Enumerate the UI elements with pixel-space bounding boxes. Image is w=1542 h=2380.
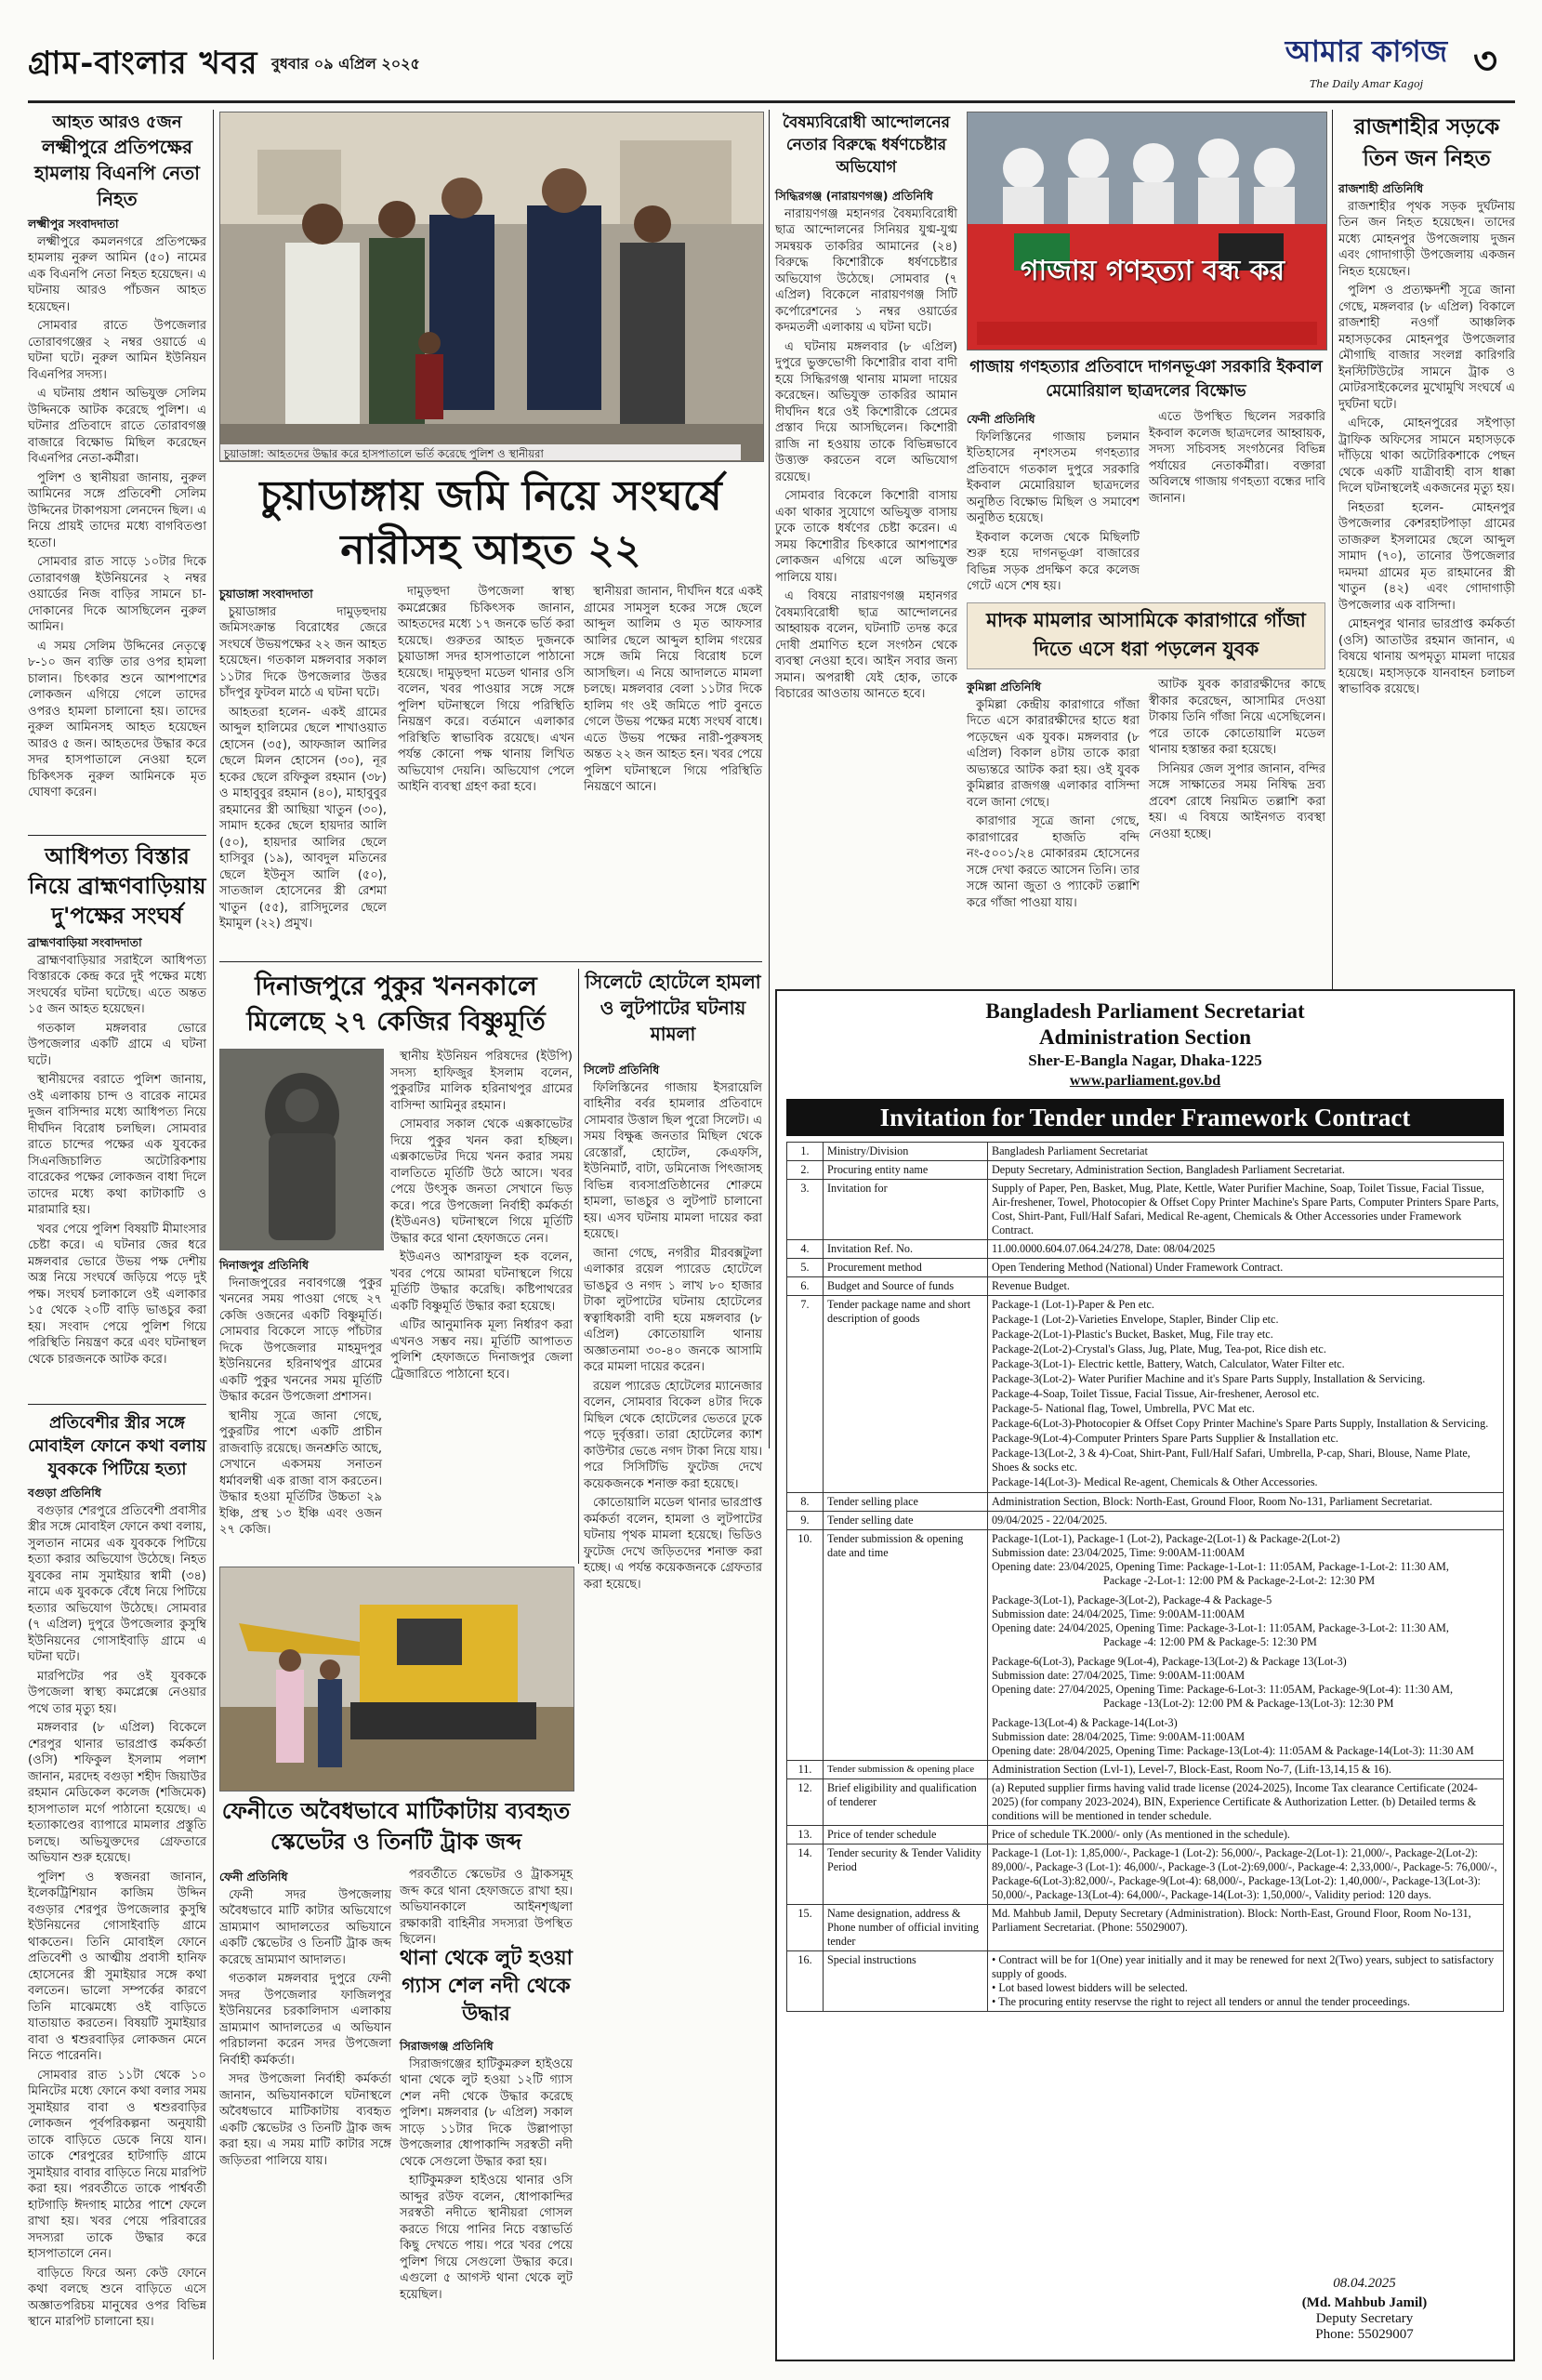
paragraph: নারায়ণগঞ্জ মহানগর বৈষম্যবিরোধী ছাত্র আন্দোলনের সিনিয়র যুগ্ম-যুগ্ম সমন্বয়ক তাকরির আমানের (২৪) বিরুদ্ধে কিশোরীকে ধর্ষণচেষ্টার অভিযোগ উঠেছে। সোমবার (৭ এপ্রিল) বিকেলে নারায়ণগঞ্জ সিটি কর্পোরেশনের ১ নম্বর ওয়ার্ডের কদমতলী এলাকায় এ ঘটনা ঘটে। — [775, 206, 957, 335]
package-item: Package-1 (Lot-1)-Paper & Pen etc. — [992, 1298, 1154, 1311]
instruction-item: • Lot based lowest bidders will be selected. — [992, 1981, 1188, 1994]
article-dinajpur-col1 — [219, 1255, 382, 1553]
schedule-group-3: Package-6(Lot-3), Package 9(Lot-4), Package-13(Lot-2) & Package 13(Lot-3) Submission date: 27/04/2025, Time: 9:00AM-11:00AM Opening date: 27/04/2025, Opening Time: Package-6-Lot-3: 11:05AM, Package-9(Lot-4): 11:30 AM, Package -13(Lot-2): 12:00 PM & Package-13(Lot-3): 12:30 PM — [992, 1655, 1454, 1710]
table-row-schedule: 10. Tender submission & opening date and time Package-1(Lot-1), Package-1 (Lot-2), Package-2(Lot-1) & Package-2(Lot-2) Submission date: 23/04/2025, Time: 9:00AM-11:00AM Opening date: 23/04/2025, Opening Time: Package-1-Lot-1: 11:05AM, Package-1-Lot-2: 11:30 AM, Package -2-Lot-1: 12:00 PM & Package-2-Lot-2: 12:30 PM Package-3(Lot-1), Package-3(Lot-2), Package-4 & Package-5 Submission date: 24/04/2025, Time: 9:00AM-11:00AM Opening date: 24/04/2025, Opening Time: Package-3-Lot-1: 11:05AM, Package-3-Lot-2: 11:30 AM, Package -4: 12:00 PM & Package-5: 12:30 PM Package-6(Lot-3), Package 9(Lot-4), Package-13(Lot-2) & Package 13(Lot-3) Submission date: 27/04/2025, Time: 9:00AM-11:00AM Opening date: 27/04/2025, Opening Time: Package-6-Lot-3: 11:05AM, Package-9(Lot-4): 11:30 AM, Package -13(Lot-2): 12:00 PM & Package-13(Lot-3): 12:30 PM Package-13(Lot-4) & Package-14(Lot-3) Submission date: 28/04/2025, Time: 9:00AM-11:00AM Opening date: 28/04/2025, Opening Time: Package-13(Lot-4): 11:05AM & Package-14(Lot-3): 11:30 AM — [787, 1530, 1504, 1761]
photo-vishnu-idol — [219, 1049, 384, 1250]
headline-gas-shell: থানা থেকে লুট হওয়া গ্যাস শেল নদী থেকে উদ্ধার — [400, 1947, 573, 2026]
paragraph: জানা গেছে, নগরীর মীরবক্সটুলা এলাকার রয়েল প্যারেড হোটেলে ভাঙচুর ও নগদ ১ লাখ ৮০ হাজার টাকা লুটপাটের ঘটনায় হোটেলের স্বত্বাধিকারী বাদী হয়ে মঙ্গলবার (৮ এপ্রিল) কোতোয়ালি থানায় অজ্ঞাতনামা ৩০-৪০ জনকে আসামি করে মামলা দায়ের করেন। — [584, 1246, 762, 1374]
signatory-title: Deputy Secretary — [1315, 2311, 1414, 2326]
tender-table — [786, 1142, 1504, 2012]
byline: সিলেট প্রতিনিধি — [584, 1063, 660, 1077]
byline: চুয়াডাঙ্গা সংবাদদাতা — [219, 587, 313, 601]
signature-date: 08.04.2025 — [1333, 2276, 1396, 2291]
headline: লক্ষ্মীপুরে প্রতিপক্ষের হামলায় বিএনপি নেতা নিহত — [34, 136, 200, 210]
article-sylhet — [584, 1060, 762, 2036]
article-chuadanga-col3 — [584, 584, 762, 956]
paragraph: লক্ষ্মীপুরে কমলনগরে প্রতিপক্ষের হামলায় নুরুল আমিন (৫০) নামের এক বিএনপি নেতা নিহত হয়েছেন। এ ঘটনায় আরও পাঁচজন আহত হয়েছেন। — [28, 234, 206, 314]
article-chuadanga-col2 — [398, 584, 574, 956]
byline: বগুড়া প্রতিনিধি — [28, 1486, 101, 1500]
paragraph: রাজশাহীর পৃথক সড়ক দুর্ঘটনায় তিন জন নিহত হয়েছেন। তাদের মধ্যে মোহনপুর উপজেলায় দুজন এবং গোদাগাড়ী উপজেলায় একজন নিহত হয়েছেন। — [1338, 199, 1515, 279]
paragraph: খবর পেয়ে পুলিশ বিষয়টি মীমাংসার চেষ্টা করে। এ ঘটনার জের ধরে মঙ্গলবার ভোরে উভয় পক্ষ দেশীয় অস্ত্র নিয়ে সংঘর্ষে জড়িয়ে পড়ে দুই পক্ষ। সংঘর্ষ চলাকালে ওই এলাকার ১৫ থেকে ২০টি বাড়ি ভাঙচুর করা হয়। সংবাদ পেয়ে পুলিশ গিয়ে পরিস্থিতি নিয়ন্ত্রণ করে এবং ঘটনাস্থল থেকে চারজনকে আটক করে। — [28, 1222, 206, 1367]
paragraph: এ সময় সেলিম উদ্দিনের নেতৃত্বে ৮-১০ জন ব্যক্তি তার ওপর হামলা চালান। চিৎকার শুনে আশপাশের লোকজন এগিয়ে গেলে তাদের ওপরও হামলা চালানো হয়। তাদের নুরুল আমিনসহ আহত হয়েছেন আরও ৫ জন। আহতদের উদ্ধার করে সদর হাসপাতালে নেওয়া হলে চিকিৎসক নুরুল আমিনকে মৃত ঘোষণা করেন। — [28, 639, 206, 800]
page-number: ৩ — [1473, 39, 1498, 83]
paragraph: চুয়াডাঙ্গার দামুড়হুদায় জমিসংক্রান্ত বিরোধের জেরে সংঘর্ষে উভয়পক্ষের ২২ জন আহত হয়েছেন। গতকাল মঙ্গলবার সকাল ১১টার দিকে উপজেলার উত্তর চাঁদপুর ফুটবল মাঠে এ ঘটনা ঘটে। — [219, 604, 387, 700]
signatory-phone: Phone: 55029007 — [1315, 2327, 1414, 2342]
table-row: 5. Procurement method Open Tendering Method (National) Under Framework Contract. — [787, 1259, 1504, 1277]
package-item: Package-2(Lot-2)-Crystal's Glass, Jug, Plate, Mug, Tea-pot, Rice dish etc. — [992, 1342, 1326, 1355]
paragraph: পুলিশ ও স্থানীয়রা জানায়, নুরুল আমিনের সঙ্গে প্রতিবেশী সেলিম উদ্দিনের টাকাপয়সা লেনদেন ছিল। এ নিয়ে প্রায়ই তাদের মধ্যে বাগবিতণ্ডা হতো। — [28, 470, 206, 550]
signature-block — [1253, 2276, 1476, 2343]
article-separator — [219, 961, 762, 962]
schedule-group-1: Package-1(Lot-1), Package-1 (Lot-2), Package-2(Lot-1) & Package-2(Lot-2) Submission date: 23/04/2025, Time: 9:00AM-11:00AM Opening date: 23/04/2025, Opening Time: Package-1-Lot-1: 11:05AM, Package-1-Lot-2: 11:30 AM, Package -2-Lot-1: 12:00 PM & Package-2-Lot-2: 12:30 PM — [992, 1532, 1449, 1587]
byline: কুমিল্লা প্রতিনিধি — [967, 680, 1042, 694]
article-brahmanbaria — [28, 841, 206, 1399]
article-dinajpur-col2 — [390, 1049, 573, 1553]
table-row: 13. Price of tender schedule Price of schedule TK.2000/- only (As mentioned in the schedule). — [787, 1826, 1504, 1844]
paragraph: সোমবার রাত সাড়ে ১০টার দিকে তোরাবগঞ্জ ইউনিয়নের ২ নম্বর ওয়ার্ডের নিজ বাড়ির সামনে চা-দোকানের দিকে আসছিলেন নুরুল আমিন। — [28, 555, 206, 634]
paragraph: বাড়িতে ফিরে অন্য কেউ ফোনে কথা বলছে শুনে বাড়িতে এসে অজ্ঞাতপরিচয় মানুষের ওপর বিভিন্ন স্থানে মারপিট চালানো হয়। — [28, 2266, 206, 2329]
paragraph: সোমবার রাতে উপজেলার তোরাবগঞ্জের ২ নম্বর ওয়ার্ডে এ ঘটনা ঘটে। নুরুল আমিন ইউনিয়ন বিএনপির সদস্য। — [28, 319, 206, 382]
tender-org-line2: Administration Section — [1038, 1025, 1252, 1049]
tender-title: Invitation for Tender under Framework Contract — [786, 1099, 1504, 1136]
tender-address: Sher-E-Bangla Nagar, Dhaka-1225 — [1028, 1051, 1262, 1069]
paragraph: এতে উপস্থিত ছিলেন সরকারি ইকবাল কলেজ ছাত্রদলের আহ্বায়ক, সদস্য সচিবসহ সংগঠনের বিভিন্ন পর্যায়ের নেতাকর্মীরা। বক্তারা অবিলম্বে গাজায় গণহত্যা বন্ধের দাবি জানান। — [1149, 410, 1325, 506]
photo-caption: চুয়াডাঙ্গা: আহতদের উদ্ধার করে হাসপাতালে ভর্তি করেছে পুলিশ ও স্থানীয়রা — [220, 444, 741, 460]
paragraph: বগুড়ার শেরপুরে প্রতিবেশী প্রবাসীর স্ত্রীর সঙ্গে মোবাইল ফোনে কথা বলায়, সুলতান নামের এক যুবককে পিটিয়ে হত্যা করার অভিযোগ উঠেছে। নিহত যুবকের নাম সুমাইয়ার স্বামী (৩৪) নামে এক যুবককে বেঁধে নিয়ে পিটিয়ে হত্যার অভিযোগ উঠেছে। সোমবার (৭ এপ্রিল) দুপুরে উপজেলার কুসুম্বি ইউনিয়নের গোসাইবাড়ি গ্রামে এ ঘটনা ঘটে। — [28, 1503, 206, 1664]
byline: সিদ্ধিরগঞ্জ (নারায়ণগঞ্জ) প্রতিনিধি — [775, 189, 933, 203]
package-item: Package-4-Soap, Toilet Tissue, Facial Tissue, Air-freshener, Aerosol etc. — [992, 1387, 1320, 1400]
paragraph: স্থানীয়রা জানান, দীর্ঘদিন ধরে একই গ্রামের সামসুল হকের সঙ্গে ছেলে আব্দুল আলিম ও মৃত আফসার আলির ছেলে আব্দুল হালিম গংয়ের সঙ্গে জমি নিয়ে বিরোধ চলে আসছিল। এ নিয়ে আদালতে মামলা চলছে। মঙ্গলবার বেলা ১১টার দিকে হালিম গং ওই জমিতে পাট বুনতে গেলে উভয় পক্ষের মধ্যে সংঘর্ষ বাধে। এতে উভয় পক্ষের নারী-পুরুষসহ অন্তত ২২ জন আহত হন। খবর পেয়ে পুলিশ ঘটনাস্থলে গিয়ে পরিস্থিতি নিয়ন্ত্রণে আনে। — [584, 585, 762, 794]
paragraph: রয়েল প্যারেড হোটেলের ম্যানেজার বলেন, সোমবার বিকেল ৪টার দিকে মিছিল থেকে হোটেলের ভেতরে ঢুকে পড়ে দুর্বৃত্তরা। তারা হোটেলের ক্যাশ কাউন্টার ভেঙে নগদ টাকা নিয়ে যায়। পরে সিসিটিভি ফুটেজ দেখে কয়েকজনকে শনাক্ত করা হয়েছে। — [584, 1379, 762, 1491]
schedule-group-2: Package-3(Lot-1), Package-3(Lot-2), Package-4 & Package-5 Submission date: 24/04/2025, Time: 9:00AM-11:00AM Opening date: 24/04/2025, Opening Time: Package-3-Lot-1: 11:05AM, Package-3-Lot-2: 11:30 AM, Package -4: 12:00 PM & Package-5: 12:30 PM — [992, 1593, 1449, 1648]
byline: ব্রাহ্মণবাড়িয়া সংবাদদাতা — [28, 935, 142, 949]
table-row: 9. Tender selling date 09/04/2025 - 22/04/2025. — [787, 1512, 1504, 1530]
headline-gaza-protest: গাজায় গণহত্যার প্রতিবাদে দাগনভূঞা সরকারি ইকবাল মেমোরিয়াল ছাত্রদলের বিক্ষোভ — [969, 358, 1323, 401]
byline: লক্ষ্মীপুর সংবাদদাতা — [28, 217, 119, 231]
paragraph: ফিলিস্তিনের গাজায় ইসরায়েলি বাহিনীর বর্বর হামলার প্রতিবাদে সোমবার উত্তাল ছিল পুরো সিলেট। এ সময় বিক্ষুব্ধ জনতার মিছিল থেকে রেস্তোরাঁ, হোটেল, কেএফসি, ইউনিমার্ট, বাটা, ডমিনোজ পিৎজাসহ বিভিন্ন ব্যবসাপ্রতিষ্ঠানের শোরুমে হামলা, ভাঙচুর ও লুটপাট চালানো হয়। এসব ঘটনায় মামলা দায়ের করা হয়েছে। — [584, 1080, 762, 1241]
headline-dinajpur: দিনাজপুরে পুকুর খননকালে মিলেছে ২৭ কেজির বিষ্ণুমূর্তি — [246, 971, 546, 1037]
photo-gaza-protest — [967, 112, 1327, 350]
byline: সিরাজগঞ্জ প্রতিনিধি — [400, 2039, 494, 2053]
paragraph: ফিলিস্তিনের গাজায় চলমান ইতিহাসের নৃশংসতম গণহত্যার প্রতিবাদে গতকাল দুপুরে সরকারি ইকবাল মেমোরিয়াল ছাত্রদলের অনুষ্ঠিত বিক্ষোভ মিছিল ও সমাবেশ অনুষ্ঠিত হয়েছে। — [967, 430, 1140, 525]
table-row: 6. Budget and Source of funds Revenue Budget. — [787, 1277, 1504, 1296]
paragraph: গতকাল মঙ্গলবার ভোরে উপজেলার একটি গ্রামে এ ঘটনা ঘটে। — [28, 1021, 206, 1068]
paragraph: সিনিয়র জেল সুপার জানান, বন্দির সঙ্গে সাক্ষাতের সময় নিষিদ্ধ দ্রব্য প্রবেশ রোধে নিয়মিত তল্লাশি করা হয়। এ বিষয়ে আইনগত ব্যবস্থা নেওয়া হচ্ছে। — [1149, 761, 1325, 841]
masthead — [28, 20, 1515, 95]
paragraph: সোমবার সকাল থেকে এক্সকাভেটর দিয়ে পুকুর খনন করা হচ্ছিল। এক্সকাভেটর দিয়ে খনন করার সময় বালতিতে মূর্তিটি উঠে আসে। খবর পেয়ে উৎসুক জনতা সেখানে ভিড় করে। পরে উপজেলা নির্বাহী কর্মকর্তা (ইউএনও) ঘটনাস্থলে গিয়ে মূর্তিটি উদ্ধার করে থানা হেফাজতে নেন। — [390, 1117, 573, 1246]
photo-illustration — [968, 112, 1326, 350]
article-chuadanga-col1 — [219, 584, 387, 956]
paragraph: এদিকে, মোহনপুরের সইপাড়া ট্রাফিক অফিসের সামনে মহাসড়কে দাঁড়িয়ে থাকা অটোরিকশাকে পেছন থেকে একটি যাত্রীবাহী বাস ধাক্কা দিলে ঘটনাস্থলেই একজনের মৃত্যু হয়। — [1338, 416, 1515, 496]
headline-sylhet: সিলেটে হোটেলে হামলা ও লুটপাটের ঘটনায় মামলা — [585, 971, 761, 1045]
section-title: গ্রাম-বাংলার খবর — [28, 45, 258, 82]
headline: প্রতিবেশীর স্ত্রীর সঙ্গে মোবাইল ফোনে কথা বলায় যুবককে পিটিয়ে হত্যা — [28, 1413, 206, 1479]
schedule-group-4: Package-13(Lot-4) & Package-14(Lot-3) Submission date: 28/04/2025, Time: 9:00AM-11:00AM Opening date: 28/04/2025, Opening Time: Package-13(Lot-4): 11:05AM & Package-14(Lot-3): 11:30 AM — [992, 1716, 1474, 1757]
article-rajshahi — [1338, 178, 1515, 983]
paragraph: মোহনপুর থানার ভারপ্রাপ্ত কর্মকর্তা (ওসি) আতাউর রহমান জানান, এ বিষয়ে থানায় অপমৃত্যু মামলা দায়ের হয়েছে। মহাসড়কে যানবাহন চলাচল স্বাভাবিক রয়েছে। — [1338, 617, 1515, 696]
paragraph: নিহতরা হলেন- মোহনপুর উপজেলার কেশরহাটপাড়া গ্রামের তাজরুল ইসলামের ছেলে আব্দুল সামাদ (৭০), তানোর উপজেলার দমদমা গ্রামের মৃত রাহমানের স্ত্রী খাতুন (৪২) এবং গোদাগাড়ী উপজেলার এক বাসিন্দা। — [1338, 500, 1515, 613]
issue-date: বুধবার ০৯ এপ্রিল ২০২৫ — [271, 55, 420, 73]
masthead-rule — [28, 100, 1515, 103]
package-item: Package-5- National flag, Towel, Umbrella, PVC Mat etc. — [992, 1402, 1255, 1415]
article-student-movement — [775, 186, 957, 981]
headline-student-movement: বৈষম্যবিরোধী আন্দোলনের নেতার বিরুদ্ধে ধর্ষণচেষ্টার অভিযোগ — [782, 113, 951, 177]
paragraph: ব্রাহ্মণবাড়িয়ার সরাইলে আধিপত্য বিস্তারকে কেন্দ্র করে দুই পক্ষের মধ্যে সংঘর্ষের ঘটনা ঘটেছে। এতে অন্তত ১৫ জন আহত হয়েছেন। — [28, 953, 206, 1016]
paragraph: আটক যুবক কারারক্ষীদের কাছে স্বীকার করেছেন, আসামির দেওয়া টাকায় তিনি গাঁজা নিয়ে এসেছিলেন। পরে তাকে কোতোয়ালি মডেল থানায় হস্তান্তর করা হয়েছে। — [1149, 678, 1325, 757]
headline-rajshahi: রাজশাহীর সড়কে তিন জন নিহত — [1353, 115, 1500, 171]
headline: আধিপত্য বিস্তার নিয়ে ব্রাহ্মণবাড়িয়ায় দু'পক্ষের সংঘর্ষ — [28, 843, 206, 929]
headline-feni-excavator: ফেনীতে অবৈধভাবে মাটিকাটায় ব্যবহৃত স্কেভেটর ও তিনটি ট্রাক জব্দ — [221, 1798, 571, 1855]
byline: রাজশাহী প্রতিনিধি — [1338, 181, 1424, 195]
paragraph: দিনাজপুরের নবাবগঞ্জে পুকুর খননের সময় পাওয়া গেছে ২৭ কেজি ওজনের একটি বিষ্ণুমূর্তি। সোমবার বিকেলে সাড়ে পাঁচটার দিকে উপজেলার মাহমুদপুর ইউনিয়নের হরিনাথপুর গ্রামের একটি পুকুর খননের সময় মূর্তিটি উদ্ধার করেন উপজেলা প্রশাসন। — [219, 1276, 382, 1404]
article-gaza-protest-col2 — [1149, 409, 1325, 595]
paragraph: কুমিল্লা কেন্দ্রীয় কারাগারে গাঁজা দিতে এসে কারারক্ষীদের হাতে ধরা পড়েছেন এক যুবক। মঙ্গলবার (৮ এপ্রিল) বিকাল ৪টায় তাকে কারা অভ্যন্তরে আটক করা হয়। ওই যুবক কুমিল্লার রাজগঞ্জ এলাকার বাসিন্দা বলে জানা গেছে। — [967, 697, 1140, 810]
byline: দিনাজপুর প্রতিনিধি — [219, 1258, 310, 1272]
table-row-packages: 7. Tender package name and short description of goods Package-1 (Lot-1)-Paper & Pen etc. Package-1 (Lot-2)-Varieties Envelope, Stapler, Binder Clip etc. Package-2(Lot-1)-Plastic's Bucket, Basket, Mug, File tray etc. Package-2(Lot-2)-Crystal's Glass, Jug, Plate, Mug, Tea-pot, Rice dish etc. Package-3(Lot-1)- Electric kettle, Battery, Watch, Calculator, Water Filter etc. Package-3(Lot-2)- Water Purifier Machine and it's Spare Parts Supply, Installation & Servicing. Package-4-Soap, Toilet Tissue, Facial Tissue, Air-freshener, Aerosol etc. Package-5- National flag, Towel, Umbrella, PVC Mat etc. Package-6(Lot-3)-Photocopier & Offset Copy Printer Machine's Spare Parts Supply, Installation & Servicing. Package-9(Lot-4)-Computer Printers Spare Parts Supplier & Installation etc. Package-13(Lot-2, 3 & 4)-Coat, Shirt-Pant, Full/Half Safari, Umbrella, P-cap, Shari, Blouse, Name Plate, Shoes & socks etc. Package-14(Lot-3)- Medical Re-agent, Chemicals & Other Accessories. — [787, 1296, 1504, 1493]
paper-logo-bn: আমার কাগজ — [1285, 33, 1448, 69]
paragraph: ফেনী সদর উপজেলায় অবৈধভাবে মাটি কাটার অভিযোগে ভ্রাম্যমাণ আদালতের অভিযানে একটি স্কেভেটর ও তিনটি ট্রাক জব্দ করেছে ভ্রাম্যমাণ আদালত। — [219, 1887, 391, 1967]
paragraph: পরবর্তীতে স্কেভেটর ও ট্রাকসমূহ জব্দ করে থানা হেফাজতে রাখা হয়। অভিযানকালে আইনশৃঙ্খলা রক্ষাকারী বাহিনীর সদস্যরা উপস্থিত ছিলেন। — [400, 1868, 573, 1947]
photo-excavator — [219, 1567, 574, 1792]
paragraph: ইউএনও আশরাফুল হক বলেন, খবর পেয়ে আমরা ঘটনাস্থলে গিয়ে মূর্তিটি উদ্ধার করেছি। কষ্টিপাথরের একটি বিষ্ণুমূর্তি উদ্ধার করা হয়েছে। — [390, 1250, 573, 1314]
paper-logo-en: The Daily Amar Kagoj — [1309, 78, 1424, 90]
package-item: Package-3(Lot-1)- Electric kettle, Battery, Watch, Calculator, Water Filter etc. — [992, 1357, 1345, 1370]
paragraph: সোমবার রাত ১১টা থেকে ১০ মিনিটের মধ্যে ফোনে কথা বলার সময় সুমাইয়ার বাবা ও শ্বশুরবাড়ির লোকজন পূর্বপরিকল্পনা অনুযায়ী তাকে বাড়িতে ডেকে নিয়ে যান। তাকে শেরপুরের হাটগাড়ি গ্রামে সুমাইয়ার বাবার বাড়িতে নিয়ে মারপিট করা হয়। পরবর্তীতে তাকে পার্শ্ববর্তী হাটগাড়ি ঈদগাহ মাঠের পাশে ফেলে রাখা হয়। খবর পেয়ে পরিবারের সদস্যরা তাকে উদ্ধার করে হাসপাতালে নেন। — [28, 2068, 206, 2261]
byline: ফেনী প্রতিনিধি — [967, 412, 1035, 426]
paragraph: কারাগার সূত্রে জানা গেছে, কারাগারের হাজতি বন্দি নং-৫০০১/২৪ মোকাররম হোসেনের সঙ্গে দেখা করতে আসেন তিনি। তার সঙ্গে আনা জুতা ও প্যাকেট তল্লাশি করে গাঁজা পাওয়া যায়। — [967, 814, 1140, 910]
paragraph: সোমবার বিকেলে কিশোরী বাসায় একা থাকার সুযোগে অভিযুক্ত বাসায় ঢুকে তাকে ধর্ষণের চেষ্টা করেন। এ সময় কিশোরীর চিৎকারে আশপাশের লোকজন এগিয়ে এলে অভিযুক্ত পালিয়ে যায়। — [775, 489, 957, 585]
column-divider — [213, 110, 214, 2360]
article-feni-excavator-col1 — [219, 1867, 391, 2360]
instruction-item: • The procuring entity reservse the right to reject all tenders or annul the tender proceedings. — [992, 1995, 1411, 2008]
paragraph: মঙ্গলবার (৮ এপ্রিল) বিকেলে শেরপুর থানার ভারপ্রাপ্ত কর্মকর্তা (ওসি) শফিকুল ইসলাম পলাশ জানান, মরদেহ বগুড়া শহীদ জিয়াউর রহমান মেডিকেল কলেজ (শজিমেক) হাসপাতাল মর্গে পাঠানো হয়েছে। এ হত্যাকাণ্ডের ব্যাপারে মামলার প্রস্তুতি চলছে। অভিযুক্তদের গ্রেফতারে অভিযান শুরু হয়েছে। — [28, 1721, 206, 1865]
article-separator — [28, 835, 206, 836]
table-row: 11. Tender submission & opening place Administration Section (Lvl-1), Level-7, Block-East, Room No-7, (Lift-13,14,15 & 16). — [787, 1761, 1504, 1779]
package-item: Package-13(Lot-2, 3 & 4)-Coat, Shirt-Pant, Full/Half Safari, Umbrella, P-cap, Shari, Blouse, Name Plate, Shoes & socks etc. — [992, 1447, 1470, 1474]
article-cumilla-col2 — [1149, 677, 1325, 984]
paragraph: সিরাজগঞ্জের হাটিকুমরুল হাইওয়ে থানা থেকে লুট হওয়া ১২টি গ্যাস শেল নদী থেকে উদ্ধার করেছে পুলিশ। মঙ্গলবার (৮ এপ্রিল) সকাল সাড়ে ১১টার দিকে উল্লাপাড়া উপজেলার ধোপাকান্দি সরস্বতী নদী থেকে সেগুলো উদ্ধার করা হয়। — [400, 2056, 573, 2169]
table-row: 12. Brief eligibility and qualification of tenderer (a) Reputed supplier firms having valid trade license (2024-2025), Income Tax clearance Certificate (2024-2025) (for company 2023-2024), BIN, Experience Certificate & Authorization Letter. (b) Detailed terms & conditions will be mentioned in tender schedule. — [787, 1779, 1504, 1826]
table-row: 2. Procuring entity name Deputy Secretary, Administration Section, Bangladesh Parliament Secretariat. — [787, 1161, 1504, 1180]
paragraph: গতকাল মঙ্গলবার দুপুরে ফেনী সদর উপজেলার ফাজিলপুর ইউনিয়নের চরকালিদাস এলাকায় ভ্রাম্যমাণ আদালতের এ অভিযান পরিচালনা করেন সদর উপজেলা নির্বাহী কর্মকর্তা। — [219, 1972, 391, 2068]
paragraph: স্থানীয় ইউনিয়ন পরিষদের (ইউপি) সদস্য হাফিজুর ইসলাম বলেন, পুকুরটির মালিক হরিনাথপুর গ্রামের বাসিন্দা আমিনুর রহমান। — [390, 1050, 573, 1113]
photo-illustration — [220, 1567, 573, 1791]
table-row: 14. Tender security & Tender Validity Period Package-1 (Lot-1): 1,85,000/-, Package-1 (Lot-2): 56,000/-, Package-2(Lot-1): 21,000/-, Package-2(Lot-2): 89,000/-, Package-3 (Lot-1): 46,000/-, Package-3 (Lot-2):69,000/-, Package-4: 2,33,000/-, Package-5: 76,000/-, Package-6(Lot-3):82,000/-, Package-9(Lot-4): 68,000/-, Package-13(Lot-2): 1,40,000/-, Package-13(Lot-3): 50,000/-, Package-13(Lot-4): 64,000/-, Package-14(Lot-3): 1,50,000/-, Validity period: 120 days. — [787, 1844, 1504, 1905]
paragraph: ইকবাল কলেজ থেকে মিছিলটি শুরু হয়ে দাগনভূঞা বাজারের বিভিন্ন সড়ক প্রদক্ষিণ করে কলেজ গেটে এসে শেষ হয়। — [967, 530, 1140, 593]
package-item: Package-3(Lot-2)- Water Purifier Machine and it's Spare Parts Supply, Installation & Servicing. — [992, 1372, 1426, 1385]
article-cumilla-col1 — [967, 677, 1140, 984]
paragraph: এ ঘটনায় প্রধান অভিযুক্ত সেলিম উদ্দিনকে আটক করেছে পুলিশ। এ ঘটনার প্রতিবাদে রাতে তোরাবগঞ্জ বাজারে বিক্ষোভ মিছিল করেছেন বিএনপির নেতা-কর্মীরা। — [28, 387, 206, 466]
table-row: 8. Tender selling place Administration Section, Block: North-East, Ground Floor, Room No-131, Parliament Secretariat. — [787, 1493, 1504, 1512]
photo-illustration — [220, 112, 763, 461]
table-row: 4. Invitation Ref. No. 11.00.0000.604.07.064.24/278, Date: 08/04/2025 — [787, 1240, 1504, 1259]
article-bogura — [28, 1411, 206, 2360]
tender-notice — [775, 989, 1515, 2361]
headline-chuadanga: চুয়াডাঙ্গায় জমি নিয়ে সংঘর্ষে নারীসহ আহত ২২ — [259, 472, 722, 574]
paragraph: আহতরা হলেন- একই গ্রামের আব্দুল হালিমের ছেলে শাখাওয়াত হোসেন (৩৫), আফজাল আলির ছেলে মিলন হোসেন (৩০), নূর হকের ছেলে রফিকুল রহমান (৩৮) ও মাহাবুবুর রহমান (৪০), মাহাবুবুর রহমানের স্ত্রী আছিয়া খাতুন (৩০), সামাদ হকের ছেলে হায়দার আলি (৫০), হায়দার আলির ছেলে হাসিবুর (১৯), আবদুল মতিনের ছেলে ইউনুস আলি (৫০), সাতজাল হোসেনের স্ত্রী রেশমা খাতুন (৫৫), রাসিদুলের ছেলে ইমামুল (২২) প্রমুখ। — [219, 705, 387, 931]
paragraph: সদর উপজেলা নির্বাহী কর্মকর্তা জানান, অভিযানকালে ঘটনাস্থলে অবৈধভাবে মাটিকাটায় ব্যবহৃত একটি স্কেভেটর ও তিনটি ট্রাক জব্দ করা হয়। এ সময় মাটি কাটার সঙ্গে জড়িতরা পালিয়ে যায়। — [219, 2072, 391, 2168]
table-row: 1. Ministry/Division Bangladesh Parliament Secretariat — [787, 1143, 1504, 1161]
signatory-name: (Md. Mahbub Jamil) — [1301, 2295, 1428, 2310]
paragraph: হাটিকুমরুল হাইওয়ে থানার ওসি আব্দুর রউফ বলেন, ধোপাকান্দির সরস্বতী নদীতে স্থানীয়রা গোসল করতে গিয়ে পানির নিচে বস্তাভর্তি কিছু দেখতে পায়। পরে খবর পেয়ে পুলিশ গিয়ে সেগুলো উদ্ধার করে। এগুলো ৫ আগস্ট থানা থেকে লুট হয়েছিল। — [400, 2174, 573, 2302]
paragraph: পুলিশ ও প্রত্যক্ষদর্শী সূত্রে জানা গেছে, মঙ্গলবার (৮ এপ্রিল) বিকালে রাজশাহী নওগাঁ আঞ্চলিক মহাসড়কের মোহনপুর উপজেলার মৌগাছি বাজার সংলগ্ন কারিগরি ইনস্টিটিউটের সামনে ট্রাক ও মোটরসাইকেলের মুখোমুখি সংঘর্ষে এ দুর্ঘটনা ঘটে। — [1338, 284, 1515, 412]
photo-chuadanga-police — [219, 112, 764, 462]
article-separator — [28, 1404, 206, 1405]
package-item: Package-9(Lot-4)-Computer Printers Spare Parts Supplier & Installation etc. — [992, 1432, 1338, 1445]
paragraph: পুলিশ ও স্বজনরা জানান, ইলেকট্রিশিয়ান কাজিম উদ্দিন বগুড়ার শেরপুর উপজেলার কুসুম্বি ইউনিয়নের গোসাইবাড়ি গ্রামে থাকতেন। তিনি মোবাইল ফোনে প্রতিবেশী ও আত্মীয় প্রবাসী হানিফ হোসেনের স্ত্রী সুমাইয়ার সঙ্গে কথা বলতেন। ভালো সম্পর্কের কারণে তিনি মাঝেমধ্যে ওই বাড়িতে যাতায়াত করতেন। বিষয়টি সুমাইয়ার বাবা ও শ্বশুরবাড়ির লোকজন মেনে নিতে পারেননি। — [28, 1870, 206, 2063]
paragraph: এ বিষয়ে নারায়ণগঞ্জ মহানগর বৈষম্যবিরোধী ছাত্র আন্দোলনের আহ্বায়ক বলেন, ঘটনাটি তদন্ত করে দোষী প্রমাণিত হলে সংগঠন থেকে ব্যবস্থা নেওয়া হবে। আইন সবার জন্য সমান। অপরাধী যেই হোক, তাকে বিচারের আওতায় আনতে হবে। — [775, 589, 957, 701]
paper-logo — [1264, 28, 1469, 90]
paragraph: মারপিটের পর ওই যুবককে উপজেলা স্বাস্থ্য কমপ্লেক্সে নেওয়ার পথে তার মৃত্যু হয়। — [28, 1669, 206, 1716]
package-item: Package-14(Lot-3)- Medical Re-agent, Chemicals & Other Accessories. — [992, 1475, 1318, 1488]
package-item: Package-6(Lot-3)-Photocopier & Offset Copy Printer Machine's Spare Parts Supply, Installation & Servicing. — [992, 1417, 1489, 1430]
byline: ফেনী প্রতিনিধি — [219, 1870, 288, 1884]
table-row: 3. Invitation for Supply of Paper, Pen, Basket, Mug, Plate, Kettle, Water Purifier Machine, Soap, Toilet Tissue, Facial Tissue, Air-freshener, Towel, Photocopier & Offset Copy Printer Machine's Spare Parts, Computer Printers Spare Parts, Cost, Shirt-Pant, Full/Half Safari, Medical Re-agent, Chemicals & Other Accessories under Framework Contract. — [787, 1180, 1504, 1240]
paragraph: এ ঘটনায় মঙ্গলবার (৮ এপ্রিল) দুপুরে ভুক্তভোগী কিশোরীর বাবা বাদী হয়ে সিদ্ধিরগঞ্জ থানায় মামলা দায়ের করেছেন। অভিযুক্ত তাকরির আমান দীর্ঘদিন ধরে ওই কিশোরীকে প্রেমের প্রস্তাব দিয়ে আসছিলেন। কিশোরী রাজি না হওয়ায় তাকে বিভিন্নভাবে উত্ত্যক্ত করতেন বলে অভিযোগ রয়েছে। — [775, 339, 957, 484]
tender-org-line1: Bangladesh Parliament Secretariat — [985, 999, 1305, 1023]
table-row: 15. Name designation, address & Phone number of official inviting tender Md. Mahbub Jamil, Deputy Secretary (Administration). Block: North-East, Ground Floor, Room No-131, Parliament Secretariat. (Phone: 55029007). — [787, 1905, 1504, 1951]
package-item: Package-1 (Lot-2)-Varieties Envelope, Stapler, Binder Clip etc. — [992, 1313, 1279, 1326]
article-gaza-protest-col1 — [967, 409, 1140, 595]
protest-banner-text: গাজায় গণহত্যা বন্ধ কর — [1020, 255, 1285, 287]
column-divider — [769, 110, 770, 1448]
table-row-instructions: 16. Special instructions • Contract will be for 1(One) year initially and it may be renewed for next 2(Two) years, subject to satisfactory supply of goods. • Lot based lowest bidders will be selected. • The procuring entity reservse the right to reject all tenders or annul the tender proceedings. — [787, 1951, 1504, 2012]
paragraph: স্থানীয়দের বরাতে পুলিশ জানায়, ওই এলাকায় চান্দ ও বারেক নামের দুজন বাসিন্দার মধ্যে আধিপত্য নিয়ে দীর্ঘদিন বিরোধ চলছিল। সোমবার রাতে চান্দের পক্ষের এক যুবকের সিএনজিচালিত অটোরিকশায় বারেকের পক্ষের লোকজন বাধা দিলে তাদের মধ্যে কথা কাটাকাটি ও মারামারি হয়। — [28, 1073, 206, 1217]
article-feni-excavator-col2 — [400, 1867, 573, 1947]
paragraph: দামুড়হুদা উপজেলা স্বাস্থ্য কমপ্লেক্সের চিকিৎসক জানান, আহতদের মধ্যে ১৭ জনকে ভর্তি করা হয়েছে। গুরুতর আহত দুজনকে চুয়াডাঙ্গা সদর হাসপাতালে পাঠানো হয়েছে। দামুড়হুদা মডেল থানার ওসি বলেন, খবর পাওয়ার সঙ্গে সঙ্গে পুলিশ ঘটনাস্থলে গিয়ে পরিস্থিতি নিয়ন্ত্রণ করে। বর্তমানে এলাকার পরিস্থিতি স্বাভাবিক রয়েছে। এখন পর্যন্ত কোনো পক্ষ থানায় লিখিত অভিযোগ দেয়নি। অভিযোগ পেলে আইনি ব্যবস্থা গ্রহণ করা হবে। — [398, 585, 574, 794]
package-item: Package-2(Lot-1)-Plastic's Bucket, Basket, Mug, File tray etc. — [992, 1328, 1273, 1341]
tender-website-link[interactable]: www.parliament.gov.bd — [1069, 1073, 1221, 1089]
article-gas-shell — [400, 2036, 573, 2360]
paragraph: স্থানীয় সূত্রে জানা গেছে, পুকুরটির পাশে একটি প্রাচীন রাজবাড়ি রয়েছে। জনশ্রুতি আছে, সেখানে একসময় সনাতন ধর্মাবলম্বী এক রাজা বাস করতেন। উদ্ধার হওয়া মূর্তিটির উচ্চতা ২৯ ইঞ্চি, প্রস্থ ১৩ ইঞ্চি এবং ওজন ২৭ কেজি। — [219, 1408, 382, 1537]
instruction-item: • Contract will be for 1(One) year initially and it may be renewed for next 2(Two) years, subject to satisfactory supply of goods. — [992, 1953, 1495, 1980]
paragraph: এটির আনুমানিক মূল্য নির্ধারণ করা এখনও সম্ভব নয়। মূর্তিটি আপাতত পুলিশি হেফাজতে দিনাজপুর জেলা ট্রেজারিতে পাঠানো হবে। — [390, 1318, 573, 1382]
paragraph: কোতোয়ালি মডেল থানার ভারপ্রাপ্ত কর্মকর্তা বলেন, হামলা ও লুটপাটের ঘটনায় পৃথক মামলা হয়েছে। ভিডিও ফুটেজ দেখে জড়িতদের শনাক্ত করা হচ্ছে। এ পর্যন্ত কয়েকজনকে গ্রেফতার করা হয়েছে। — [584, 1496, 762, 1592]
column-divider — [578, 969, 579, 1564]
headline-kicker: আহত আরও ৫জন — [52, 112, 182, 132]
headline-cumilla: মাদক মামলার আসামিকে কারাগারে গাঁজা দিতে এসে ধরা পড়লেন যুবক — [986, 609, 1306, 660]
photo-illustration — [220, 1050, 383, 1250]
article-lakshmipur — [28, 112, 206, 832]
